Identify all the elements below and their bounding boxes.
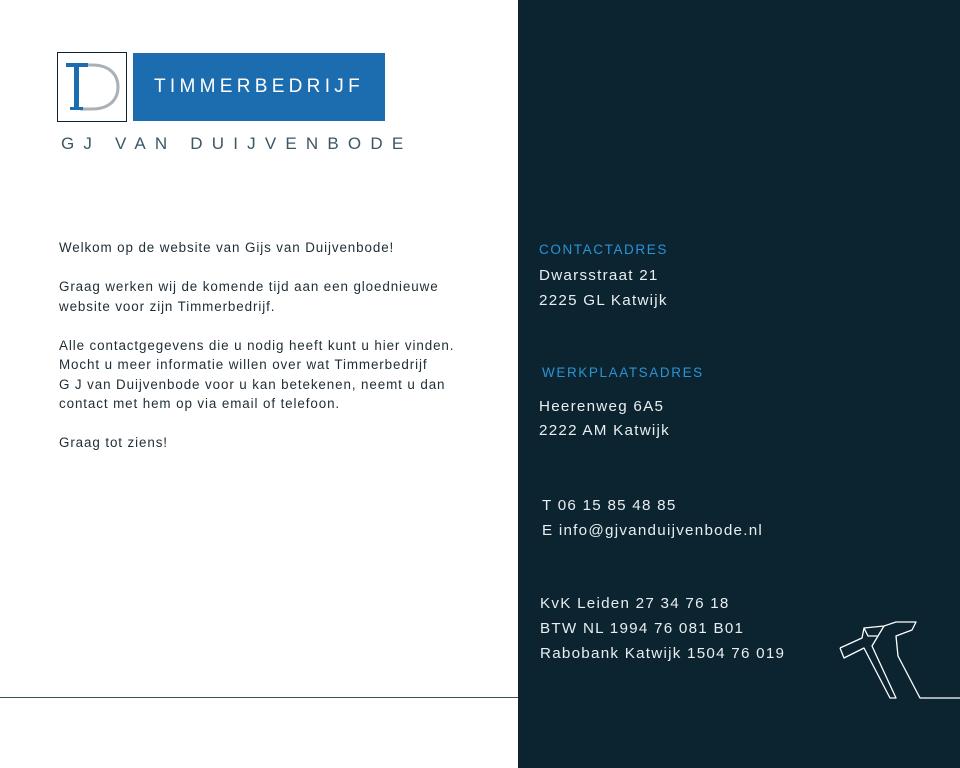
hammer-icon <box>838 618 960 702</box>
welcome-text <box>59 238 499 472</box>
welcome-line: Alle contactgegevens die u nodig heeft kunt u hier vinden. <box>59 337 455 353</box>
welcome-line: website voor zijn Timmerbedrijf. <box>59 298 276 314</box>
welcome-paragraph-2 <box>59 277 499 316</box>
workshop-heading: WERKPLAATSADRES <box>542 365 704 380</box>
phone-number[interactable]: T 06 15 85 48 85 <box>542 497 677 514</box>
welcome-line: contact met hem op via email of telefoon. <box>59 396 341 411</box>
contact-heading: CONTACTADRES <box>539 242 668 257</box>
welcome-paragraph-1 <box>59 238 499 258</box>
welcome-line: G J van Duijvenbode voor u kan betekenen, neemt u dan <box>59 376 446 392</box>
btw-number: BTW NL 1994 76 081 B01 <box>540 620 745 637</box>
contact-city: 2225 GL Katwijk <box>539 292 668 309</box>
logo-banner: TIMMERBEDRIJF <box>133 53 385 121</box>
logo-subtitle: GJ VAN DUIJVENBODE <box>61 134 413 153</box>
workshop-street: Heerenweg 6A5 <box>539 398 665 415</box>
kvk-number: KvK Leiden 27 34 76 18 <box>540 595 730 612</box>
welcome-line: Mocht u meer informatie willen over wat Timmerbedrijf <box>59 357 428 372</box>
workshop-city: 2222 AM Katwijk <box>539 422 671 439</box>
bottom-divider <box>0 697 518 698</box>
welcome-line: Graag tot ziens! <box>59 435 168 450</box>
welcome-line: Graag werken wij de komende tijd aan een gloednieuwe <box>59 279 439 294</box>
logo-mark-icon <box>57 52 127 122</box>
bank-account: Rabobank Katwijk 1504 76 019 <box>540 645 786 662</box>
welcome-paragraph-3 <box>59 336 499 414</box>
email-link[interactable]: E info@gjvanduijvenbode.nl <box>542 522 764 539</box>
welcome-paragraph-4 <box>59 433 499 453</box>
welcome-line: Welkom op de website van Gijs van Duijvenbode! <box>59 240 395 255</box>
contact-street: Dwarsstraat 21 <box>539 267 659 284</box>
